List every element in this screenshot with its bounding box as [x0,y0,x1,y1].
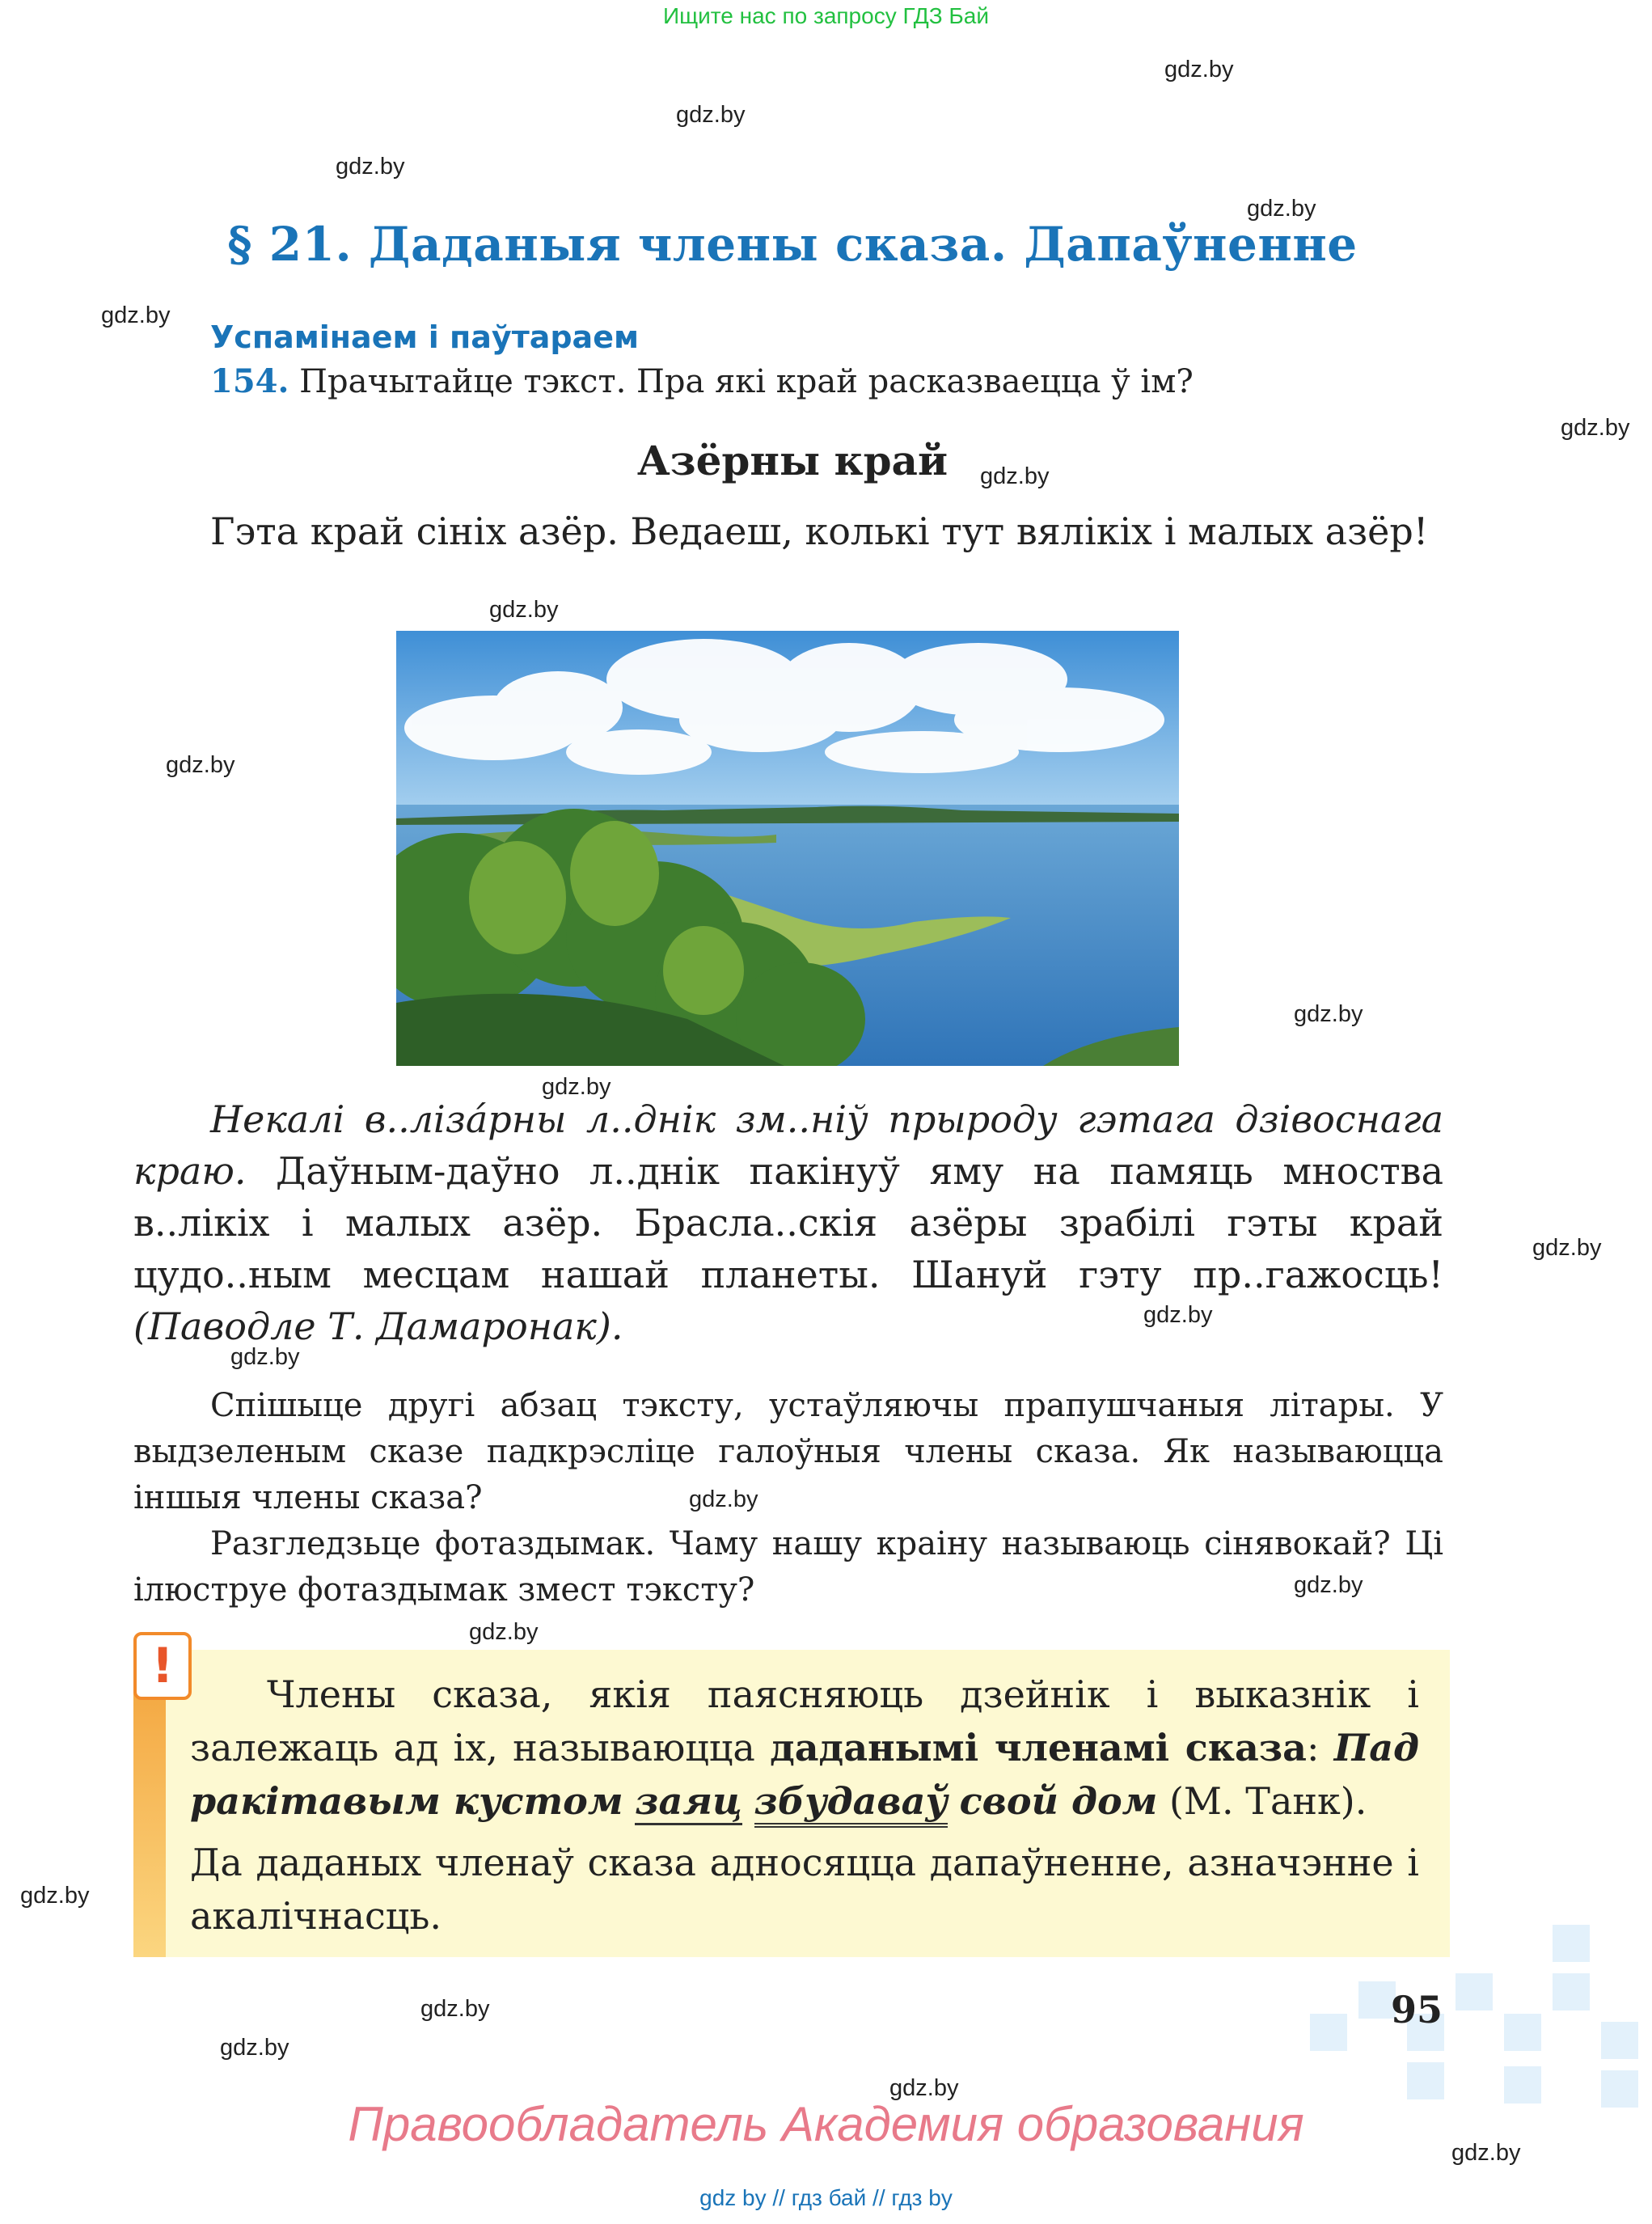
example-start: Пад ракітавым кустом [190,1726,1419,1823]
watermark: gdz.by [101,302,171,328]
rule-definition [190,1668,1419,1828]
rule-intro: Члены сказа, якія паясняюць дзейнік і выказнік і залежаць ад іх, называюцца [190,1672,1419,1769]
paragraph-2-rest: Даўным-даўно л..днік пакінуў яму на памяць мноства в..лікіх і малых азёр. Брасла..скія азёры зрабілі гэты край цудо..ным месцам нашай планеты. Шануй гэту пр..гажосць! [133,1149,1443,1296]
example-end: свой дом [959,1779,1158,1823]
text-title: Азёрны край [636,437,949,484]
watermark: gdz.by [1294,1572,1363,1598]
watermark: gdz.by [676,102,746,128]
task-number: 154. [210,362,289,400]
watermark: gdz.by [489,597,559,623]
watermark: gdz.by [1561,415,1630,441]
watermark: gdz.by [166,752,235,778]
decor-square [1504,2014,1541,2051]
task-154 [210,362,1439,400]
watermark: gdz.by [20,1883,90,1909]
bottom-links[interactable]: gdz by // гдз бай // гдз by [699,2185,953,2210]
watermark: gdz.by [230,1344,300,1370]
decor-square [1456,1973,1493,2010]
decor-square [1601,2022,1638,2059]
rule-text [190,1668,1419,1943]
watermark: gdz.by [220,2035,289,2061]
rule-second: Да даданых членаў сказа адносяцца дапаўненне, азначэнне і акалічнасць. [190,1841,1419,1938]
watermark: gdz.by [689,1486,758,1512]
instruction-1: Спішыце другі абзац тэксту, устаўляючы прапушчаныя літары. У выдзеленым сказе падкрэсліце галоўныя члены сказа. Як называюцца іншыя члены сказа? [133,1387,1443,1516]
watermark: gdz.by [1294,1001,1363,1027]
watermark: gdz.by [1143,1302,1213,1328]
watermark: gdz.by [1451,2140,1521,2166]
exclamation-icon: ! [133,1632,192,1700]
example-subject: заяц [635,1779,742,1825]
watermark: gdz.by [1164,57,1234,82]
highlighted-sentence: Некалі в..лізáрны л..днік зм..ніў прыроду гэтага дзівоснага краю. [133,1097,1443,1193]
rule-term: даданымі членамі сказа [770,1726,1307,1769]
lake-photo [396,631,1179,1066]
watermark: gdz.by [1532,1235,1602,1261]
example-source: (М. Танк). [1168,1779,1367,1823]
watermark: gdz.by [420,1996,490,2022]
top-banner[interactable]: Ищите нас по запросу ГДЗ Бай [662,3,990,28]
watermark: gdz.by [542,1074,611,1100]
example-predicate: збудаваў [754,1779,948,1828]
watermark: gdz.by [336,154,405,180]
copyright-footer: Правообладатель Академия образования [348,2097,1304,2151]
paragraph-2 [133,1093,1443,1352]
watermark: gdz.by [1247,196,1316,222]
watermark: gdz.by [980,463,1050,489]
paragraph-1: Гэта край сініх азёр. Ведаеш, колькі тут вялікіх і малых азёр! [210,509,1429,553]
decor-square [1407,2062,1444,2099]
subheading: Успамінаем і паўтараем [210,319,640,355]
instruction-2: Разгледзьце фотаздымак. Чаму нашу краіну называюць сінявокай? Ці ілюструе фотаздымак змест тэксту? [133,1525,1443,1609]
task-text: Прачытайце тэкст. Пра які край расказваецца ў ім? [299,363,1194,400]
decor-square [1310,2014,1347,2051]
rule-colon: : [1306,1726,1320,1769]
text-source: (Паводле Т. Дамаронак). [133,1304,623,1348]
task-instructions [133,1383,1443,1613]
decor-square [1553,1973,1590,2010]
decor-square [1553,1925,1590,1962]
watermark: gdz.by [469,1619,539,1645]
watermark: gdz.by [889,2075,959,2101]
page-number: 95 [1391,1988,1443,2032]
section-title: § 21. Даданыя члены сказа. Дапаўненне [227,217,1358,272]
